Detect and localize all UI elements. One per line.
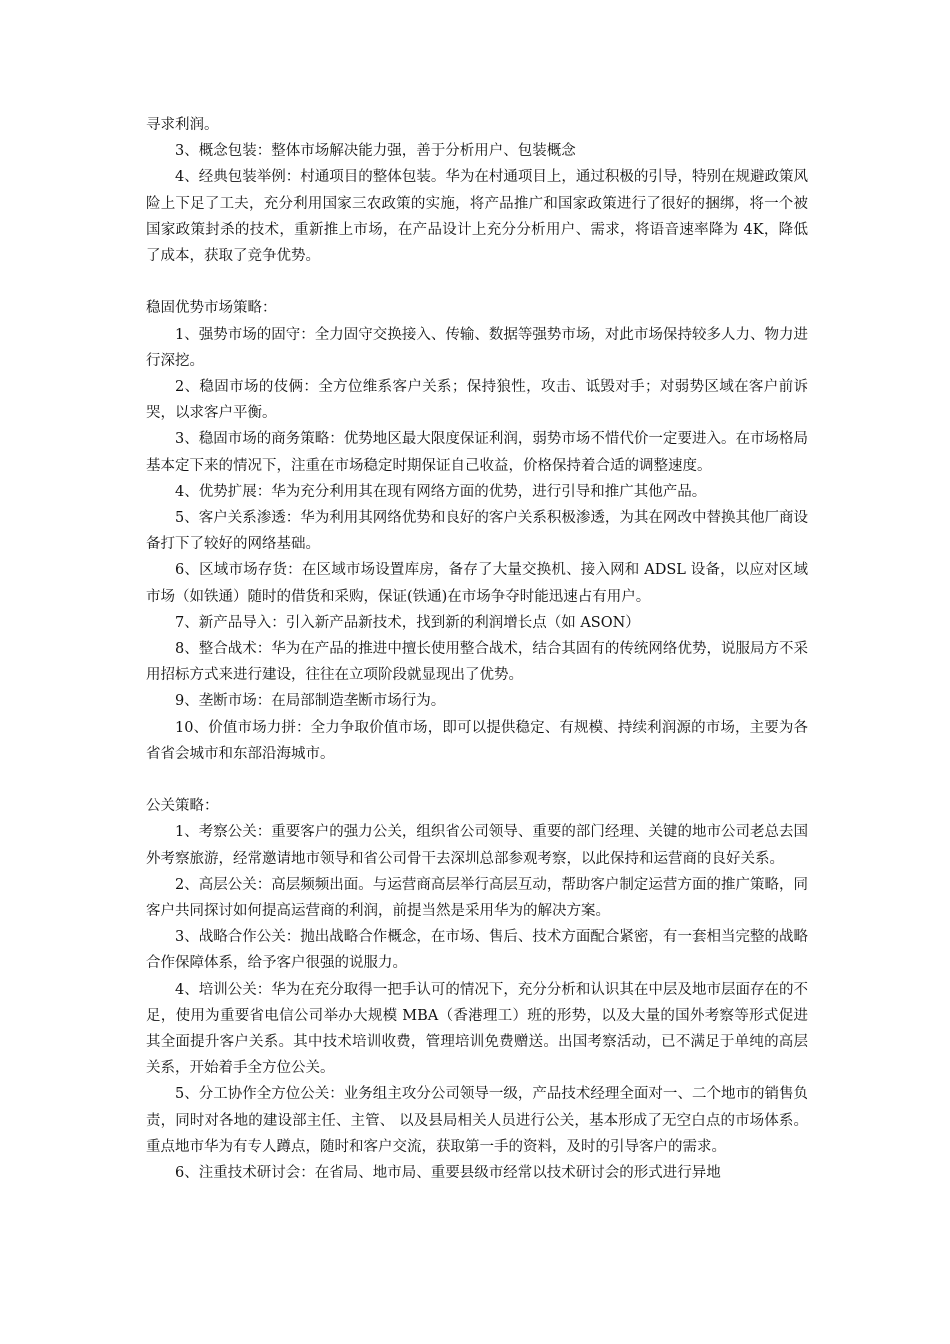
stable-item-9: 9、垄断市场：在局部制造垄断市场行为。 xyxy=(175,693,446,710)
section-spacer xyxy=(146,767,808,793)
pr-item-1: 1、考察公关：重要客户的强力公关，组织省公司领导、重要的部门经理、关键的地市公司老总去国外考察旅游，经常邀请地市领导和省公司骨干去深圳总部参观考察，以此保持和运营商的良好关系。 xyxy=(146,824,808,867)
pr-item-3: 3、战略合作公关：抛出战略合作概念，在市场、售后、技术方面配合紧密，有一套相当完整的战略合作保障体系，给予客户很强的说服力。 xyxy=(146,929,808,972)
stable-item-6: 6、区域市场存货：在区域市场设置库房，备存了大量交换机、接入网和 ADSL 设备，以应对区域市场（如铁通）随时的借货和采购，保证(铁通)在市场争夺时能迅速占有用户。 xyxy=(146,562,808,605)
pr-item-2: 2、高层公关：高层频频出面。与运营商高层举行高层互动，帮助客户制定运营方面的推广策略，同客户共同探讨如何提高运营商的利润，前提当然是采用华为的解决方案。 xyxy=(146,876,808,920)
classic-packaging-paragraph: 4、经典包装举例：村通项目的整体包装。华为在村通项目上，通过积极的引导，特别在规避政策风险上下足了工夫，充分利用国家三农政策的实施，将产品推广和国家政策进行了很好的捆绑，将一个被国家政策封杀的技术，重新推上市场，在产品设计上充分分析用户、需求，将语音速率降为 4K，降低了成本，获取了竞争优势。 xyxy=(146,169,808,265)
concept-packaging-paragraph: 3、概念包装：整体市场解决能力强，善于分析用户、包装概念 xyxy=(175,143,576,160)
intro-tail-paragraph: 寻求利润。 xyxy=(146,117,219,133)
stable-item-10: 10、价值市场力拼：全力争取价值市场，即可以提供稳定、有规模、持续利润源的市场，主要为各省省会城市和东部沿海城市。 xyxy=(146,719,808,762)
pr-item-4: 4、培训公关：华为在充分取得一把手认可的情况下，充分分析和认识其在中层及地市层面存在的不足，使用为重要省电信公司举办大规模 MBA（香港理工）班的形势，以及大量的国外考察等形式促进其全面提升客户关系。其中技术培训收费，管理培训免费赠送。出国考察活动，已不满足于单纯的高层关系，开始着手全方位公关。 xyxy=(146,981,808,1077)
stable-item-7: 7、新产品导入：引入新产品新技术，找到新的利润增长点（如 ASON） xyxy=(175,614,640,631)
pr-item-5: 5、分工协作全方位公关：业务组主攻分公司领导一级，产品技术经理全面对一、二个地市的销售负责，同时对各地的建设部主任、主管、 以及县局相关人员进行公关，基本形成了无空白点的市场体系。重点地市华为有专人蹲点，随时和客户交流，获取第一手的资料，及时的引导客户的需求。 xyxy=(146,1086,808,1155)
document-page xyxy=(146,112,808,1186)
stable-item-4: 4、优势扩展：华为充分利用其在现有网络方面的优势，进行引导和推广其他产品。 xyxy=(175,483,707,500)
stable-item-5: 5、客户关系渗透：华为利用其网络优势和良好的客户关系积极渗透，为其在网改中替换其他厂商设备打下了较好的网络基础。 xyxy=(146,510,808,553)
stable-item-2: 2、稳固市场的伎俩：全方位维系客户关系；保持狼性，攻击、诋毁对手；对弱势区域在客户前诉哭，以求客户平衡。 xyxy=(146,379,808,422)
pr-strategy-heading: 公关策略： xyxy=(146,798,219,815)
stable-item-1: 1、强势市场的固守：全力固守交换接入、传输、数据等强势市场，对此市场保持较多人力、物力进行深挖。 xyxy=(146,326,808,369)
stable-market-heading: 稳固优势市场策略： xyxy=(146,300,277,317)
stable-item-3: 3、稳固市场的商务策略：优势地区最大限度保证利润，弱势市场不惜代价一定要进入。在市场格局基本定下来的情况下，注重在市场稳定时期保证自己收益，价格保持着合适的调整速度。 xyxy=(146,431,808,474)
pr-item-6: 6、注重技术研讨会：在省局、地市局、重要县级市经常以技术研讨会的形式进行异地 xyxy=(175,1165,721,1182)
section-spacer xyxy=(146,269,808,295)
stable-item-8: 8、整合战术：华为在产品的推进中擅长使用整合战术，结合其固有的传统网络优势，说服局方不采用招标方式来进行建设，往往在立项阶段就显现出了优势。 xyxy=(146,641,808,684)
